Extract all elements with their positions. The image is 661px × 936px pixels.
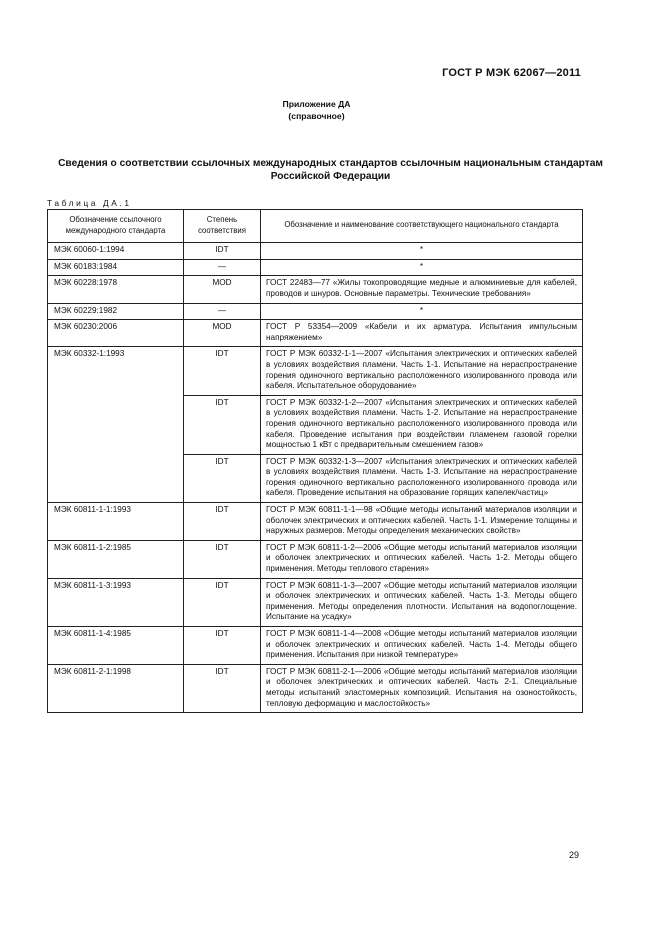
degree-cell: IDT — [184, 454, 261, 502]
degree-cell: IDT — [184, 664, 261, 712]
national-standard-cell: ГОСТ Р МЭК 60332-1-1—2007 «Испытания электрических и оптических кабелей в условиях воздействия пламени. Часть 1-1. Испытание на нераспространение горения одиночного вертикально расположенного изолированного провода или кабеля. Испытательное оборудование» — [261, 347, 583, 395]
section-title: Сведения о соответствии ссылочных международных стандартов ссылочным национальным стандартам Российской Федерации — [58, 158, 603, 182]
national-standard-cell: ГОСТ Р МЭК 60811-1-2—2006 «Общие методы испытаний материалов изоляции и оболочек электрических и оптических кабелей. Часть 1-2. Методы общего применения. Методы теплового старения» — [261, 540, 583, 578]
national-standard-cell: ГОСТ Р МЭК 60332-1-3—2007 «Испытания электрических и оптических кабелей в условиях воздействия пламени. Часть 1-3. Испытание на нераспространение горения одиночного вертикально расположенного изолированного провода или кабеля. Проведение испытания на образование горящих капелек/частиц» — [261, 454, 583, 502]
national-standard-cell: ГОСТ 22483—77 «Жилы токопроводящие медные и алюминиевые для кабелей, проводов и шнуров. Основные параметры. Технические требования» — [261, 276, 583, 303]
correspondence-table — [47, 209, 583, 713]
degree-cell: IDT — [184, 347, 261, 395]
international-standard-cell: МЭК 60183:1984 — [48, 259, 184, 276]
table-row — [48, 320, 583, 347]
table-row — [48, 276, 583, 303]
international-standard-cell: МЭК 60811-1-2:1985 — [48, 540, 184, 578]
national-standard-cell: ГОСТ Р МЭК 60811-1-1—98 «Общие методы испытаний материалов изоляции и оболочек электрических и оптических кабелей. Часть 1-1. Измерение толщины и наружных размеров. Методы определения механических свойств» — [261, 503, 583, 541]
header-national-standard: Обозначение и наименование соответствующего национального стандарта — [261, 210, 583, 243]
degree-cell: IDT — [184, 503, 261, 541]
table-row — [48, 578, 583, 626]
degree-cell: IDT — [184, 395, 261, 454]
international-standard-cell: МЭК 60228:1978 — [48, 276, 184, 303]
international-standard-cell: МЭК 60811-2-1:1998 — [48, 664, 184, 712]
international-standard-cell: МЭК 60811-1-1:1993 — [48, 503, 184, 541]
degree-cell: IDT — [184, 627, 261, 665]
table-row — [48, 503, 583, 541]
national-standard-cell: ГОСТ Р МЭК 60811-1-4—2008 «Общие методы испытаний материалов изоляции и оболочек электрических и оптических кабелей. Часть 1-4. Методы общего применения. Испытания при низкой температуре» — [261, 627, 583, 665]
appendix-title: Приложение ДА — [282, 99, 351, 109]
national-standard-cell: * — [261, 303, 583, 320]
table-row — [48, 627, 583, 665]
table-row — [48, 243, 583, 260]
international-standard-cell: МЭК 60060-1:1994 — [48, 243, 184, 260]
table-row — [48, 347, 583, 395]
international-standard-cell: МЭК 60230:2006 — [48, 320, 184, 347]
international-standard-cell: МЭК 60229:1982 — [48, 303, 184, 320]
appendix-heading — [0, 98, 661, 122]
header-degree: Степень соответствия — [184, 210, 261, 243]
national-standard-cell: ГОСТ Р МЭК 60811-2-1—2006 «Общие методы испытаний материалов изоляции и оболочек электрических и оптических кабелей. Часть 2-1. Специальные методы испытаний эластомерных композиций. Испытания на озоностойкость, тепловую деформацию и маслостойкость» — [261, 664, 583, 712]
table-row — [48, 664, 583, 712]
national-standard-cell: ГОСТ Р 53354—2009 «Кабели и их арматура. Испытания импульсным напряжением» — [261, 320, 583, 347]
table-header-row — [48, 210, 583, 243]
national-standard-cell: * — [261, 259, 583, 276]
degree-cell: MOD — [184, 276, 261, 303]
international-standard-cell: МЭК 60332-1:1993 — [48, 347, 184, 503]
degree-cell: MOD — [184, 320, 261, 347]
degree-cell: IDT — [184, 243, 261, 260]
national-standard-cell: ГОСТ Р МЭК 60811-1-3—2007 «Общие методы испытаний материалов изоляции и оболочек электрических и оптических кабелей. Часть 1-3. Методы общего применения. Методы определения плотности. Испытания на водопоглощение. Испытание на усадку» — [261, 578, 583, 626]
international-standard-cell: МЭК 60811-1-4:1985 — [48, 627, 184, 665]
table-row — [48, 303, 583, 320]
document-code: ГОСТ Р МЭК 62067—2011 — [442, 67, 581, 79]
table-row — [48, 259, 583, 276]
degree-cell: IDT — [184, 578, 261, 626]
header-international-standard: Обозначение ссылочного международного стандарта — [48, 210, 184, 243]
table-row — [48, 540, 583, 578]
national-standard-cell: * — [261, 243, 583, 260]
national-standard-cell: ГОСТ Р МЭК 60332-1-2—2007 «Испытания электрических и оптических кабелей в условиях воздействия пламени. Часть 1-2. Испытание на нераспространение горения одиночного вертикально расположенного изолированного провода или кабеля. Проведение испытания при воздействии пламенем газовой горелки мощностью 1 кВт с предварительным смешением газов» — [261, 395, 583, 454]
degree-cell: IDT — [184, 540, 261, 578]
appendix-subtitle: (справочное) — [288, 111, 345, 121]
degree-cell: — — [184, 303, 261, 320]
degree-cell: — — [184, 259, 261, 276]
table-caption: Таблица ДА.1 — [47, 198, 132, 208]
page-number: 29 — [568, 850, 579, 860]
international-standard-cell: МЭК 60811-1-3:1993 — [48, 578, 184, 626]
